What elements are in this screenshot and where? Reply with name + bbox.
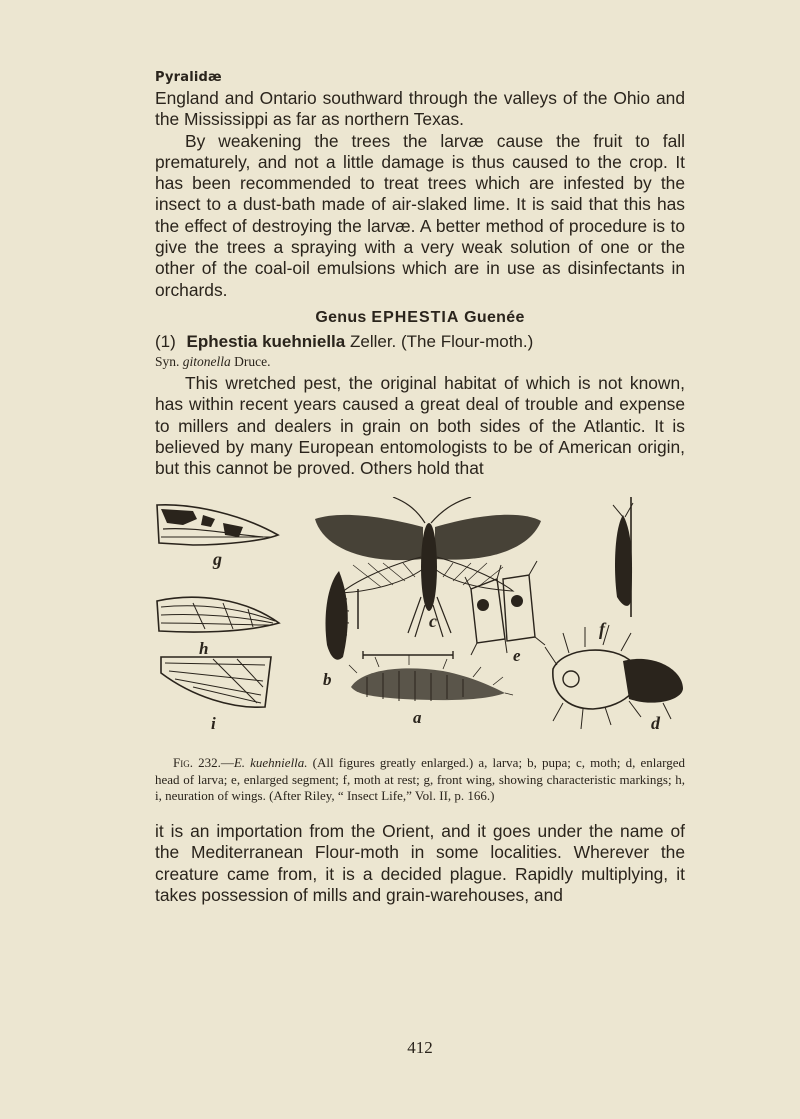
label-g: g (213, 549, 222, 570)
running-head: Pyralidæ (155, 70, 222, 85)
species-common-name: (The Flour-moth.) (401, 331, 534, 351)
moth-at-rest-illustration (613, 497, 633, 617)
genus-prefix: Genus (315, 308, 367, 326)
enlarged-head-illustration (545, 625, 683, 729)
species-author: Zeller. (349, 331, 397, 351)
genus-name: EPHESTIA (371, 308, 460, 326)
wing-neuration-h (157, 598, 279, 633)
species-number: (1) (155, 331, 176, 351)
genus-heading (155, 309, 685, 327)
label-e: e (513, 646, 521, 666)
synonym-name: gitonella (182, 353, 231, 369)
paragraph-origin: This wretched pest, the original habitat of which is not known, has within recent years caused a great deal of trouble and expense to millers and dealers in grain on both sides of the Atlantic. It is believed by many European entomologists to be of American origin, but this cannot be proved. Others hold that (155, 372, 685, 479)
figure-illustration (153, 497, 698, 749)
page-number: 412 (407, 1038, 433, 1057)
paragraph-damage: By weakening the trees the larvæ cause the fruit to fall prematurely, and not a little damage is thus caused to the crop. It has been recommended to treat trees which are infested by the insect to a dust-bath made of air-slaked lime. It is said that this has the effect of destroying the larvæ. A better method of procedure is to give the trees a spraying with a very weak solution of one or the other of the coal-oil emulsions which are in use as disinfectants in orchards. (155, 130, 685, 300)
caption-text: (All figures greatly enlarged.) a, larva; b, pupa; c, moth; d, enlarged head of larva; e, enlarged segment; f, moth at rest; g, front wing, showing characteristic markings; h, i, neuration of wings. (After Riley, “ Insect Life,” Vol. II, p. 166.) (155, 755, 685, 804)
label-f: f (599, 619, 605, 640)
moth-spread-illustration (315, 497, 541, 637)
synonym-prefix: Syn. (155, 353, 180, 369)
synonym-line (155, 354, 685, 370)
wing-neuration-i (161, 657, 271, 707)
label-b: b (323, 670, 332, 690)
label-c: c (429, 611, 437, 632)
figure-232 (153, 497, 698, 749)
figure-caption (155, 755, 685, 805)
species-name: Ephestia kuehniella (186, 331, 346, 351)
paragraph-importation: it is an importation from the Orient, and it goes under the name of the Mediterranean Flour-moth in some localities. Wherever the creature came from, it is a decided plague. Rapidly multiplying, it takes possession of mills and grain-warehouses, and (155, 820, 685, 905)
species-heading (155, 332, 685, 352)
label-a: a (413, 708, 422, 728)
label-h: h (199, 639, 209, 659)
caption-figure-number: Fig. 232.— (173, 755, 234, 771)
caption-species: E. kuehniella. (233, 755, 308, 771)
synonym-author: Druce. (234, 353, 271, 369)
label-i: i (211, 714, 216, 734)
label-d: d (651, 713, 660, 734)
front-wing-illustration (157, 505, 278, 545)
paragraph-continuation: England and Ontario southward through the valleys of the Ohio and the Mississippi as far as northern Texas. (155, 88, 685, 130)
page-body (155, 70, 685, 906)
genus-author: Guenée (464, 308, 525, 326)
larva-illustration (349, 651, 513, 701)
enlarged-segment-illustration (465, 561, 545, 655)
